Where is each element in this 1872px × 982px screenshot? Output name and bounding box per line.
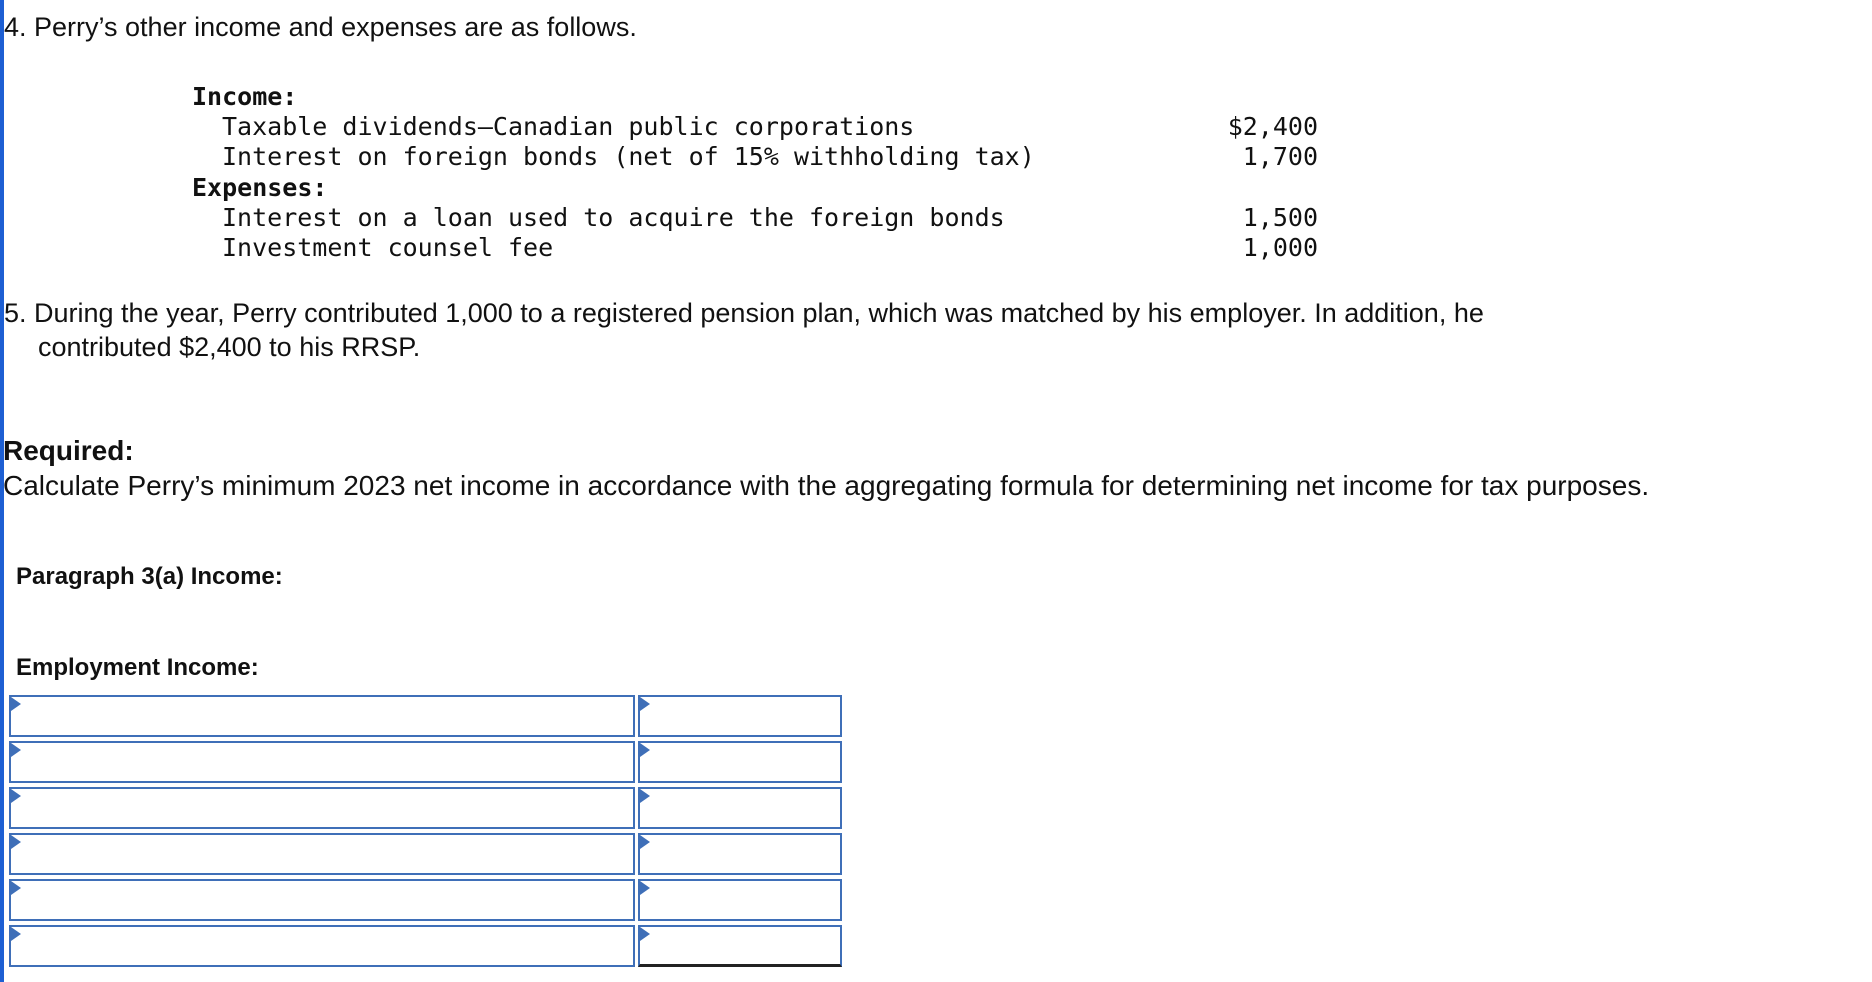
expense-item-loan-interest-label: Interest on a loan used to acquire the foreign bonds [222, 203, 1005, 232]
amount-input[interactable] [640, 835, 840, 873]
amount-input[interactable] [640, 881, 840, 919]
description-input[interactable] [11, 743, 633, 781]
description-cell[interactable] [9, 879, 635, 921]
amount-cell[interactable] [638, 787, 842, 829]
required-instruction: Calculate Perry’s minimum 2023 net income in accordance with the aggregating formula for determining net income for tax purposes. [3, 470, 1650, 501]
description-input[interactable] [11, 835, 633, 873]
description-cell[interactable] [9, 925, 635, 967]
description-cell[interactable] [9, 833, 635, 875]
description-input[interactable] [11, 789, 633, 827]
description-cell[interactable] [9, 741, 635, 783]
expense-item-counsel-fee-label: Investment counsel fee [222, 233, 554, 262]
amount-cell-total[interactable] [638, 925, 842, 967]
amount-cell[interactable] [638, 833, 842, 875]
description-cell[interactable] [9, 787, 635, 829]
expense-item-counsel-fee-amount: 1,000 [1242, 233, 1318, 262]
amount-cell[interactable] [638, 879, 842, 921]
employment-income-heading: Employment Income: [16, 654, 259, 681]
amount-cell[interactable] [638, 695, 842, 737]
amount-input[interactable] [640, 789, 840, 827]
item-4-text: 4. Perry’s other income and expenses are as follows. [4, 12, 637, 42]
description-cell[interactable] [9, 695, 635, 737]
income-item-foreign-interest-amount: 1,700 [1242, 142, 1318, 171]
income-heading: Income: [192, 82, 298, 111]
income-item-dividends-label: Taxable dividends—Canadian public corporations [222, 112, 915, 141]
item-5-text-line2: contributed $2,400 to his RRSP. [38, 332, 421, 362]
description-input[interactable] [11, 927, 633, 965]
amount-input[interactable] [640, 743, 840, 781]
required-heading: Required: [3, 435, 134, 466]
expense-item-loan-interest-amount: 1,500 [1242, 203, 1318, 232]
amount-cell[interactable] [638, 741, 842, 783]
income-item-dividends-amount: $2,400 [1227, 112, 1318, 141]
paragraph-3a-heading: Paragraph 3(a) Income: [16, 563, 283, 590]
income-item-foreign-interest-label: Interest on foreign bonds (net of 15% withholding tax) [222, 142, 1035, 171]
item-5-text-line1: 5. During the year, Perry contributed 1,000 to a registered pension plan, which was matched by his employer. In addition, he [4, 298, 1484, 328]
amount-input[interactable] [640, 927, 840, 964]
description-input[interactable] [11, 881, 633, 919]
amount-input[interactable] [640, 697, 840, 735]
description-input[interactable] [11, 697, 633, 735]
expenses-heading: Expenses: [192, 173, 328, 202]
